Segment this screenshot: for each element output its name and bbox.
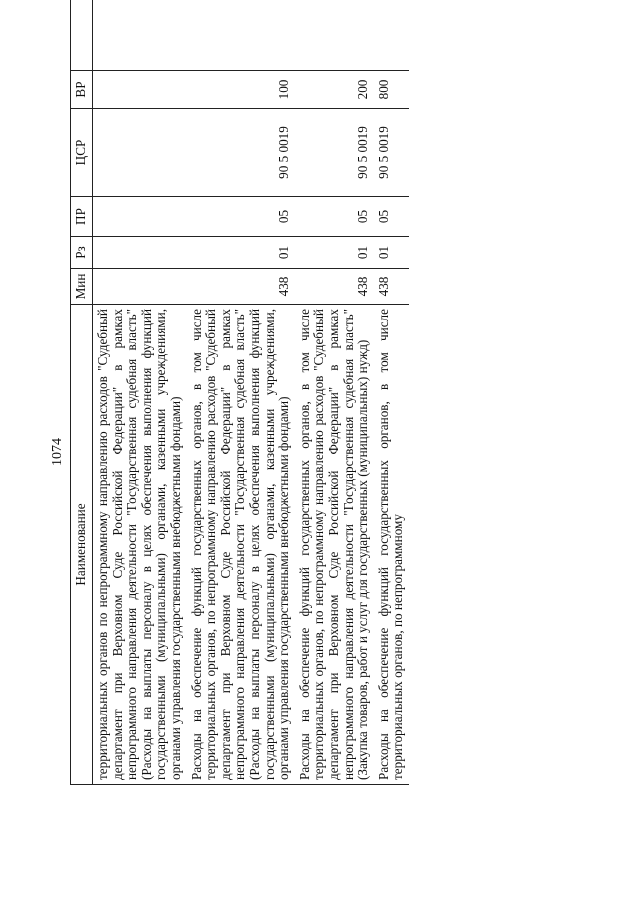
budget-table-rotated — [70, 0, 575, 785]
row-vr: 800 — [374, 71, 409, 109]
row-pr: 05 — [187, 197, 295, 237]
row-name: Расходы на обеспечение функций государственных органов, в том числе территориальных органов, по непрограммному направлению расходов "Судебный департамент при Верховном Суде Российской Федерации" в рамках непрограммного направления деятельности "Государственная судебная власть" (Закупка товаров, работ и услуг для государственных (муниципальных) нужд) — [295, 305, 374, 785]
row-vr — [93, 71, 187, 109]
col-vr: ВР — [71, 71, 93, 109]
row-sum — [93, 0, 187, 71]
row-name: Расходы на обеспечение функций государственных органов, в том числе территориальных органов, по непрограммному направлению расходов "Судебный департамент при Верховном Суде Российской Федерации" в рамках непрограммного направления деятельности "Государственная судебная власть" (Расходы на выплаты персоналу в целях обеспечения выполнения функций государственными (муниципальными) органами, казенными учреждениями, органами управления государственными внебюджетными фондами) — [187, 305, 295, 785]
row-min — [93, 269, 187, 305]
row-sum — [295, 0, 374, 71]
table-row — [93, 0, 187, 785]
row-min: 438 — [374, 269, 409, 305]
table-row — [295, 0, 374, 785]
row-min: 438 — [187, 269, 295, 305]
col-min: Мин — [71, 269, 93, 305]
table-header — [71, 0, 93, 785]
row-pr — [93, 197, 187, 237]
row-name: Расходы на обеспечение функций государственных органов, в том числе территориальных органов, по непрограммному — [374, 305, 409, 785]
row-csr: 90 5 0019 — [295, 109, 374, 197]
row-vr: 200 — [295, 71, 374, 109]
col-name: Наименование — [71, 305, 93, 785]
row-pr: 05 — [295, 197, 374, 237]
row-sum — [374, 0, 409, 71]
col-csr: ЦСР — [71, 109, 93, 197]
row-csr: 90 5 0019 — [187, 109, 295, 197]
row-name: территориальных органов по непрограммному направлению расходов "Судебный департамент при Верховном Суде Российской Федерации" в рамках непрограммного направления деятельности "Государственная судебная власть" (Расходы на выплаты персоналу в целях обеспечения выполнения функций государственными (муниципальными) органами, казенными учреждениями, органами управления государственными внебюджетными фондами) — [93, 305, 187, 785]
page-number: 1074 — [50, 438, 65, 466]
row-csr: 90 5 0019 — [374, 109, 409, 197]
row-min: 438 — [295, 269, 374, 305]
row-rz: 01 — [374, 237, 409, 269]
table-row — [187, 0, 295, 785]
row-pr: 05 — [374, 197, 409, 237]
row-rz — [93, 237, 187, 269]
row-rz: 01 — [187, 237, 295, 269]
row-vr: 100 — [187, 71, 295, 109]
budget-table — [70, 0, 409, 785]
row-rz: 01 — [295, 237, 374, 269]
row-csr — [93, 109, 187, 197]
table-row — [374, 0, 409, 785]
col-sum — [71, 0, 93, 71]
col-rz: Рз — [71, 237, 93, 269]
col-pr: ПР — [71, 197, 93, 237]
row-sum — [187, 0, 295, 71]
